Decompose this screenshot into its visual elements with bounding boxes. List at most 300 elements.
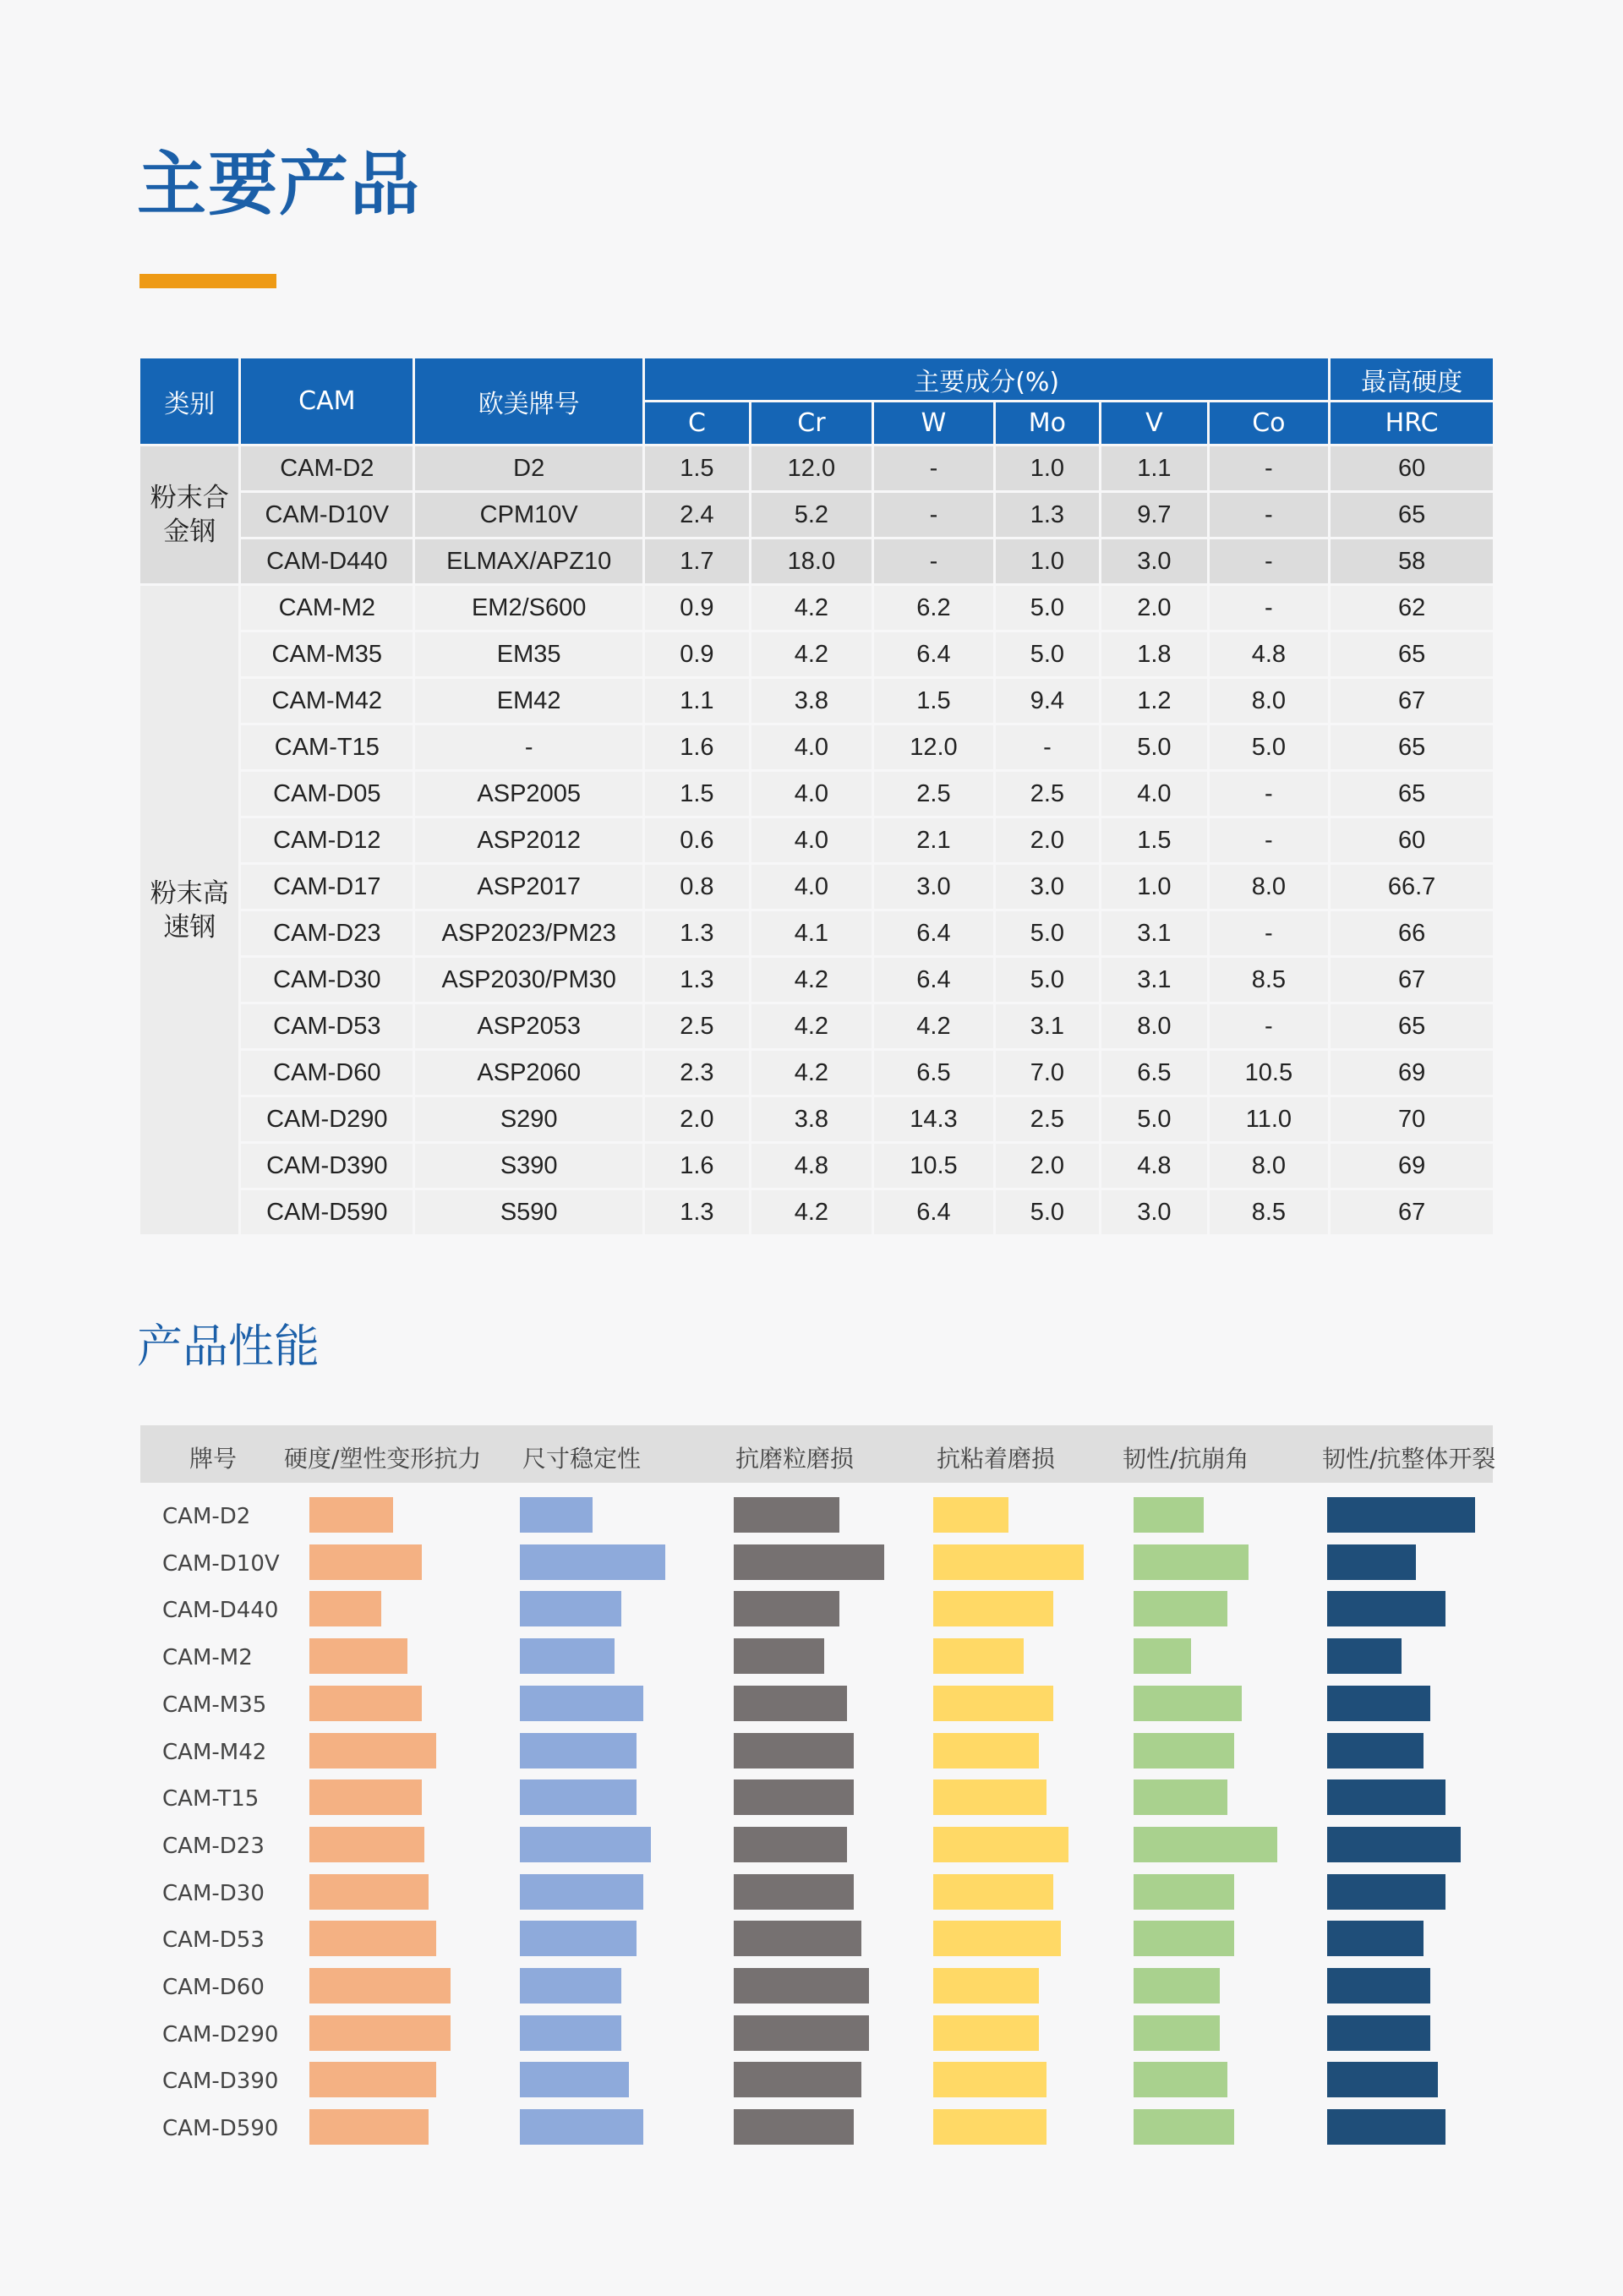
table-cell: 4.8 (751, 1144, 872, 1188)
header-hardness: 最高硬度 (1331, 358, 1493, 400)
performance-bar (1327, 1497, 1475, 1533)
table-cell: 2.4 (645, 493, 748, 537)
table-cell: 8.0 (1101, 1004, 1206, 1048)
performance-bar (734, 1544, 884, 1580)
performance-bar (1134, 1827, 1277, 1862)
table-cell: 1.5 (645, 772, 748, 816)
table-cell: 3.8 (751, 679, 872, 723)
table-cell: 4.2 (751, 1004, 872, 1048)
table-cell: 5.2 (751, 493, 872, 537)
performance-header-label: 抗粘着磨损 (937, 1445, 1056, 1473)
performance-bar (520, 1497, 593, 1533)
performance-bar (933, 1921, 1061, 1956)
performance-bar (520, 2062, 629, 2097)
table-cell: 5.0 (996, 958, 1099, 1002)
performance-bar (734, 1874, 854, 1910)
grade-label: CAM-M2 (162, 1645, 253, 1671)
table-cell: 1.3 (645, 958, 748, 1002)
performance-row (0, 2109, 1623, 2151)
grade-label: CAM-D23 (162, 1833, 265, 1859)
table-row (140, 1144, 1493, 1188)
performance-bar (520, 1921, 637, 1956)
table-cell: CAM-D440 (241, 539, 413, 583)
performance-bar (520, 1544, 665, 1580)
performance-bar (309, 1544, 422, 1580)
table-cell: - (874, 493, 993, 537)
performance-row (0, 1921, 1623, 1963)
performance-bar (1327, 1779, 1445, 1815)
table-cell: 66 (1331, 911, 1493, 955)
table-cell: ASP2023/PM23 (415, 911, 642, 955)
performance-bar (1327, 2062, 1438, 2097)
performance-row (0, 2015, 1623, 2058)
grade-label: CAM-D10V (162, 1550, 280, 1577)
table-cell: CAM-D23 (241, 911, 413, 955)
table-cell: 4.2 (751, 958, 872, 1002)
table-cell: 10.5 (874, 1144, 993, 1188)
table-cell: CAM-M42 (241, 679, 413, 723)
table-cell: 1.3 (645, 1190, 748, 1234)
table-cell: 5.0 (1101, 725, 1206, 769)
performance-header-label: 韧性/抗崩角 (1123, 1445, 1249, 1473)
table-cell: CAM-D2 (241, 446, 413, 490)
table-cell: 12.0 (874, 725, 993, 769)
table-cell: 2.5 (996, 772, 1099, 816)
table-cell: 4.0 (751, 725, 872, 769)
performance-bar (1134, 1874, 1234, 1910)
performance-bar (933, 1874, 1053, 1910)
table-cell: - (1210, 772, 1329, 816)
performance-bar (1327, 1544, 1416, 1580)
table-cell: - (1210, 911, 1329, 955)
table-cell: - (996, 725, 1099, 769)
performance-bar (520, 1779, 637, 1815)
table-cell: CAM-D10V (241, 493, 413, 537)
table-cell: EM35 (415, 632, 642, 676)
table-cell: 70 (1331, 1097, 1493, 1141)
table-cell: CAM-D590 (241, 1190, 413, 1234)
performance-bar (933, 1497, 1008, 1533)
performance-bar (933, 1968, 1039, 2004)
table-cell: 1.0 (996, 446, 1099, 490)
table-cell: 4.8 (1101, 1144, 1206, 1188)
table-cell: 18.0 (751, 539, 872, 583)
performance-header (140, 1425, 1496, 1483)
table-cell: - (1210, 539, 1329, 583)
table-cell: 2.0 (645, 1097, 748, 1141)
table-cell: 1.1 (1101, 446, 1206, 490)
performance-header-label: 牌号 (189, 1445, 238, 1473)
performance-bar (1327, 1874, 1445, 1910)
performance-bar (1134, 2109, 1234, 2145)
table-cell: - (415, 725, 642, 769)
table-row (140, 586, 1493, 630)
table-cell: D2 (415, 446, 642, 490)
performance-header-label: 硬度/塑性变形抗力 (284, 1445, 482, 1473)
table-row (140, 911, 1493, 955)
performance-bar (734, 1968, 869, 2004)
performance-bar (734, 1497, 839, 1533)
table-cell: 2.5 (996, 1097, 1099, 1141)
table-row (140, 818, 1493, 862)
table-cell: 69 (1331, 1144, 1493, 1188)
performance-bar (309, 2109, 429, 2145)
performance-bar (520, 2109, 643, 2145)
table-cell: - (1210, 493, 1329, 537)
title-underline (139, 274, 276, 288)
performance-bar (520, 1686, 643, 1721)
table-cell: 9.7 (1101, 493, 1206, 537)
table-cell: CAM-T15 (241, 725, 413, 769)
table-cell: 5.0 (1101, 1097, 1206, 1141)
table-cell: CAM-D17 (241, 865, 413, 909)
header-hrc: HRC (1331, 402, 1493, 444)
table-cell: 1.3 (645, 911, 748, 955)
performance-bar (734, 2109, 854, 2145)
table-cell: CAM-M2 (241, 586, 413, 630)
table-row (140, 958, 1493, 1002)
performance-bar (734, 2062, 861, 2097)
performance-bar (1327, 2015, 1430, 2051)
performance-title: 产品性能 (137, 1320, 320, 1373)
table-cell: 4.8 (1210, 632, 1329, 676)
performance-bar (520, 1827, 651, 1862)
performance-bar (309, 1874, 429, 1910)
table-cell: - (1210, 586, 1329, 630)
header-euro-grade: 欧美牌号 (415, 358, 642, 444)
table-cell: 4.0 (1101, 772, 1206, 816)
table-cell: 69 (1331, 1051, 1493, 1095)
performance-bar (309, 2015, 451, 2051)
performance-bar (309, 2062, 436, 2097)
table-cell: 5.0 (1210, 725, 1329, 769)
table-cell: 58 (1331, 539, 1493, 583)
table-cell: CAM-D390 (241, 1144, 413, 1188)
table-cell: 6.2 (874, 586, 993, 630)
performance-bar (309, 1638, 407, 1674)
performance-bar (1134, 1686, 1242, 1721)
performance-bar (1134, 2062, 1227, 2097)
performance-row (0, 1779, 1623, 1822)
table-cell: - (1210, 446, 1329, 490)
table-cell: CAM-D05 (241, 772, 413, 816)
grade-label: CAM-D390 (162, 2069, 279, 2095)
table-cell: CAM-D290 (241, 1097, 413, 1141)
performance-bar (933, 1733, 1039, 1768)
table-cell: 1.0 (1101, 865, 1206, 909)
table-cell: CAM-D60 (241, 1051, 413, 1095)
table-cell: 0.9 (645, 586, 748, 630)
performance-bar (309, 1686, 422, 1721)
product-table (140, 358, 1493, 1237)
table-cell: ASP2012 (415, 818, 642, 862)
table-cell: 67 (1331, 679, 1493, 723)
performance-bar (1327, 1686, 1430, 1721)
table-cell: 1.0 (996, 539, 1099, 583)
table-cell: 2.3 (645, 1051, 748, 1095)
table-cell: 7.0 (996, 1051, 1099, 1095)
performance-bar (520, 1733, 637, 1768)
performance-bar (309, 1497, 393, 1533)
table-row (140, 1097, 1493, 1141)
table-cell: 6.4 (874, 911, 993, 955)
performance-bar (520, 1591, 621, 1626)
grade-label: CAM-M35 (162, 1692, 267, 1718)
table-cell: CAM-D12 (241, 818, 413, 862)
performance-bar (1134, 2015, 1220, 2051)
table-row (140, 632, 1493, 676)
table-cell: 4.2 (751, 1190, 872, 1234)
table-cell: 1.5 (645, 446, 748, 490)
performance-bar (1134, 1968, 1220, 2004)
performance-bar (309, 1921, 436, 1956)
table-cell: 1.5 (874, 679, 993, 723)
performance-bar (734, 1921, 861, 1956)
performance-row (0, 1638, 1623, 1681)
table-cell: 4.0 (751, 865, 872, 909)
performance-header-label: 尺寸稳定性 (522, 1445, 642, 1473)
table-cell: 6.5 (874, 1051, 993, 1095)
performance-row (0, 1686, 1623, 1728)
table-cell: S390 (415, 1144, 642, 1188)
table-cell: CAM-D53 (241, 1004, 413, 1048)
category-cell: 粉末合 金钢 (140, 446, 238, 583)
performance-bar (520, 1874, 643, 1910)
table-cell: 60 (1331, 818, 1493, 862)
table-cell: 5.0 (996, 1190, 1099, 1234)
performance-bar (1134, 1638, 1191, 1674)
performance-bar (933, 1827, 1068, 1862)
table-cell: 5.0 (996, 586, 1099, 630)
table-cell: ASP2017 (415, 865, 642, 909)
table-cell: ASP2005 (415, 772, 642, 816)
table-row (140, 772, 1493, 816)
performance-bar (1327, 1968, 1430, 2004)
table-row (140, 446, 1493, 490)
table-row (140, 1004, 1493, 1048)
performance-bar (933, 1779, 1046, 1815)
table-cell: 3.0 (1101, 1190, 1206, 1234)
table-cell: CPM10V (415, 493, 642, 537)
table-cell: 4.2 (751, 632, 872, 676)
table-cell: 0.9 (645, 632, 748, 676)
performance-bar (933, 2109, 1046, 2145)
performance-header-label: 抗磨粒磨损 (735, 1445, 855, 1473)
performance-bar (1327, 1638, 1402, 1674)
table-cell: 8.0 (1210, 1144, 1329, 1188)
table-cell: 1.5 (1101, 818, 1206, 862)
table-cell: 3.0 (996, 865, 1099, 909)
table-cell: ASP2053 (415, 1004, 642, 1048)
table-cell: 8.0 (1210, 865, 1329, 909)
performance-row (0, 1874, 1623, 1916)
table-cell: 1.7 (645, 539, 748, 583)
performance-bar (734, 1779, 854, 1815)
table-row (140, 1190, 1493, 1234)
performance-bar (520, 2015, 621, 2051)
performance-bar (309, 1733, 436, 1768)
table-cell: 8.5 (1210, 958, 1329, 1002)
grade-label: CAM-D2 (162, 1504, 251, 1529)
table-cell: - (874, 446, 993, 490)
table-cell: 3.0 (1101, 539, 1206, 583)
table-row (140, 725, 1493, 769)
table-cell: 1.2 (1101, 679, 1206, 723)
grade-label: CAM-D590 (162, 2116, 279, 2142)
table-cell: 5.0 (996, 911, 1099, 955)
table-cell: 66.7 (1331, 865, 1493, 909)
grade-label: CAM-D290 (162, 2021, 279, 2047)
grade-label: CAM-D30 (162, 1880, 265, 1906)
performance-row (0, 1968, 1623, 2010)
table-row (140, 865, 1493, 909)
table-row (140, 539, 1493, 583)
table-cell: 60 (1331, 446, 1493, 490)
table-cell: - (874, 539, 993, 583)
table-cell: S290 (415, 1097, 642, 1141)
table-cell: 0.8 (645, 865, 748, 909)
table-cell: 65 (1331, 493, 1493, 537)
grade-label: CAM-M42 (162, 1739, 267, 1765)
page-title: 主要产品 (137, 145, 422, 225)
table-cell: 8.0 (1210, 679, 1329, 723)
table-cell: EM2/S600 (415, 586, 642, 630)
performance-bar (933, 1591, 1053, 1626)
grade-label: CAM-D440 (162, 1598, 279, 1624)
table-cell: 10.5 (1210, 1051, 1329, 1095)
header-element: V (1101, 402, 1206, 444)
table-cell: 12.0 (751, 446, 872, 490)
table-cell: 6.4 (874, 632, 993, 676)
performance-bar (734, 2015, 869, 2051)
performance-bar (1134, 1591, 1227, 1626)
performance-bar (734, 1591, 839, 1626)
table-cell: 6.4 (874, 958, 993, 1002)
table-cell: 4.2 (874, 1004, 993, 1048)
performance-bar (1327, 1733, 1424, 1768)
table-row (140, 493, 1493, 537)
performance-bar (933, 2015, 1039, 2051)
performance-bar (734, 1686, 847, 1721)
table-cell: 3.0 (874, 865, 993, 909)
performance-bar (1134, 1921, 1234, 1956)
performance-row (0, 1497, 1623, 1539)
header-category: 类别 (140, 358, 238, 444)
performance-row (0, 1827, 1623, 1869)
table-cell: 3.1 (1101, 958, 1206, 1002)
table-cell: 3.8 (751, 1097, 872, 1141)
performance-bar (1134, 1779, 1227, 1815)
table-cell: 3.1 (1101, 911, 1206, 955)
header-composition: 主要成分(%) (645, 358, 1328, 400)
table-cell: 5.0 (996, 632, 1099, 676)
table-cell: 1.6 (645, 1144, 748, 1188)
performance-row (0, 1591, 1623, 1633)
performance-bar (1327, 1921, 1424, 1956)
header-element: Co (1210, 402, 1329, 444)
table-cell: 1.1 (645, 679, 748, 723)
performance-bar (933, 1638, 1024, 1674)
table-cell: EM42 (415, 679, 642, 723)
table-cell: ELMAX/APZ10 (415, 539, 642, 583)
performance-row (0, 1544, 1623, 1587)
performance-bar (933, 1686, 1053, 1721)
performance-bar (933, 2062, 1046, 2097)
performance-bar (1327, 2109, 1445, 2145)
table-cell: 0.6 (645, 818, 748, 862)
table-cell: 67 (1331, 958, 1493, 1002)
table-cell: 65 (1331, 725, 1493, 769)
performance-row (0, 2062, 1623, 2104)
table-cell: 4.1 (751, 911, 872, 955)
table-cell: CAM-M35 (241, 632, 413, 676)
table-cell: - (1210, 818, 1329, 862)
table-cell: 6.4 (874, 1190, 993, 1234)
performance-bar (309, 1779, 422, 1815)
table-cell: ASP2060 (415, 1051, 642, 1095)
table-cell: 1.8 (1101, 632, 1206, 676)
table-row (140, 679, 1493, 723)
table-cell: 11.0 (1210, 1097, 1329, 1141)
performance-bar (734, 1827, 847, 1862)
table-row (140, 1051, 1493, 1095)
performance-bar (309, 1968, 451, 2004)
table-cell: CAM-D30 (241, 958, 413, 1002)
performance-bar (1327, 1591, 1445, 1626)
table-cell: 4.2 (751, 1051, 872, 1095)
table-cell: 4.0 (751, 772, 872, 816)
grade-label: CAM-D60 (162, 1975, 265, 2000)
table-cell: 14.3 (874, 1097, 993, 1141)
performance-bar (520, 1638, 615, 1674)
performance-bar (734, 1733, 854, 1768)
header-cam: CAM (241, 358, 413, 444)
grade-label: CAM-D53 (162, 1927, 265, 1954)
table-cell: 6.5 (1101, 1051, 1206, 1095)
table-cell: 62 (1331, 586, 1493, 630)
table-cell: 4.2 (751, 586, 872, 630)
performance-bar (309, 1827, 424, 1862)
table-cell: 65 (1331, 772, 1493, 816)
table-cell: 67 (1331, 1190, 1493, 1234)
table-cell: 9.4 (996, 679, 1099, 723)
table-cell: 2.0 (996, 1144, 1099, 1188)
table-cell: - (1210, 1004, 1329, 1048)
performance-header-label: 韧性/抗整体开裂 (1322, 1445, 1496, 1473)
header-element: C (645, 402, 748, 444)
header-element: W (874, 402, 993, 444)
performance-bar (520, 1968, 621, 2004)
table-cell: 65 (1331, 1004, 1493, 1048)
table-cell: 4.0 (751, 818, 872, 862)
table-cell: 8.5 (1210, 1190, 1329, 1234)
performance-bar (1134, 1733, 1234, 1768)
header-element: Cr (751, 402, 872, 444)
performance-bar (1134, 1497, 1204, 1533)
performance-bar (734, 1638, 824, 1674)
table-cell: ASP2030/PM30 (415, 958, 642, 1002)
table-cell: 3.1 (996, 1004, 1099, 1048)
performance-bar (309, 1591, 381, 1626)
performance-bar (1327, 1827, 1461, 1862)
grade-label: CAM-T15 (162, 1786, 260, 1812)
table-cell: S590 (415, 1190, 642, 1234)
table-cell: 2.5 (874, 772, 993, 816)
category-cell: 粉末高 速钢 (140, 586, 238, 1234)
header-element: Mo (996, 402, 1099, 444)
table-cell: 2.1 (874, 818, 993, 862)
table-cell: 1.6 (645, 725, 748, 769)
